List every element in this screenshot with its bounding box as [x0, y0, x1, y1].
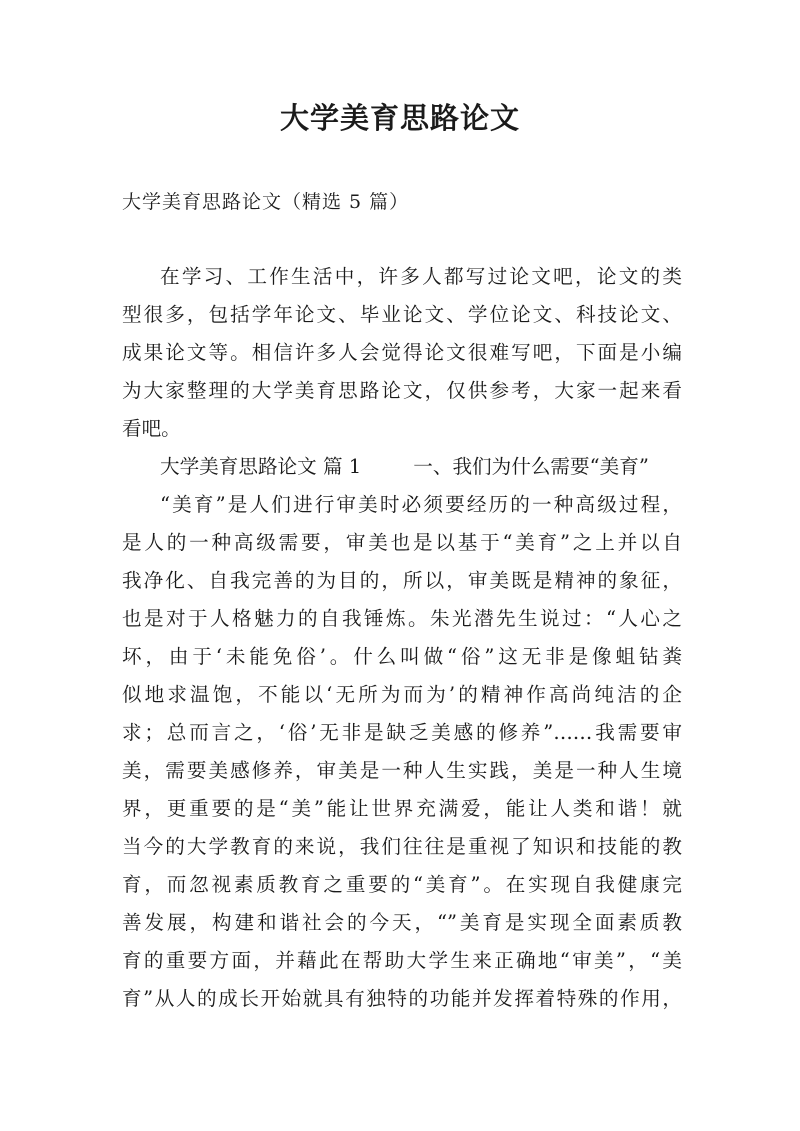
body-line: 我净化、自我完善的为目的，所以，审美既是精神的象征，: [122, 569, 682, 592]
intro-line: 在学习、工作生活中，许多人都写过论文吧，论文的类: [160, 265, 682, 288]
body-line: 育”从人的成长开始就具有独特的功能并发挥着特殊的作用，: [122, 987, 682, 1010]
section-heading: 一、我们为什么需要“美育”: [413, 455, 649, 478]
body-line: 也是对于人格魅力的自我锤炼。朱光潜先生说过：“人心之: [122, 607, 682, 630]
document-title: 大学美育思路论文: [279, 101, 520, 135]
intro-line: 型很多，包括学年论文、毕业论文、学位论文、科技论文、: [122, 303, 682, 326]
body-line: 育的重要方面，并藉此在帮助大学生来正确地“审美”，“美: [122, 949, 682, 972]
body-line: “美育”是人们进行审美时必须要经历的一种高级过程，: [160, 493, 682, 516]
body-line: 求；总而言之，‘俗’无非是缺乏美感的修养”……我需要审: [122, 721, 682, 744]
intro-line: 为大家整理的大学美育思路论文，仅供参考，大家一起来看: [122, 379, 682, 402]
body-line: 似地求温饱，不能以‘无所为而为’的精神作高尚纯洁的企: [122, 683, 682, 706]
section-label: 大学美育思路论文 篇 1: [160, 455, 362, 478]
body-line: 善发展，构建和谐社会的今天，“”美育是实现全面素质教: [122, 911, 682, 934]
body-line: 是人的一种高级需要，审美也是以基于“美育”之上并以自: [122, 531, 682, 554]
body-line: 坏，由于‘未能免俗’。什么叫做“俗”这无非是像蛆钻粪: [122, 645, 682, 668]
body-line: 当今的大学教育的来说，我们往往是重视了知识和技能的教: [122, 835, 682, 858]
document-subtitle: 大学美育思路论文（精选 5 篇）: [122, 191, 410, 213]
intro-line: 看吧。: [122, 417, 181, 440]
body-line: 美，需要美感修养，审美是一种人生实践，美是一种人生境: [122, 759, 682, 782]
intro-line: 成果论文等。相信许多人会觉得论文很难写吧，下面是小编: [122, 341, 682, 364]
body-line: 界，更重要的是“美”能让世界充满爱，能让人类和谐！就: [122, 797, 682, 820]
section-heading-line: [160, 452, 682, 482]
body-line: 育，而忽视素质教育之重要的“美育”。在实现自我健康完: [122, 873, 682, 896]
